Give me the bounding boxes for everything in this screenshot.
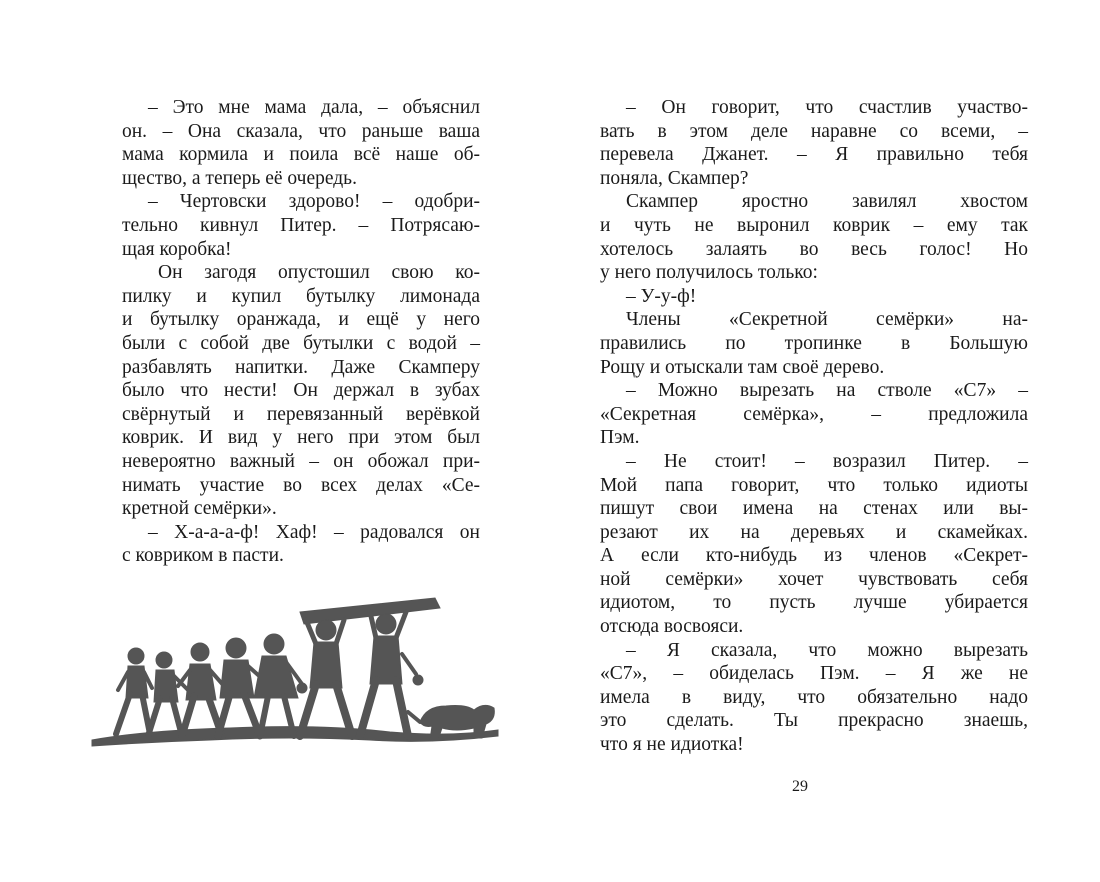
text-line: щество, а теперь её очередь. <box>122 167 357 189</box>
page-number: 29 <box>792 778 808 795</box>
text-line: невероятно важный – он обожал при- <box>122 450 480 472</box>
text-line: Члены «Секретной семёрки» на- <box>626 309 1028 331</box>
text-line: пишут свои имена на стенах или вы- <box>600 498 1028 520</box>
text-line: и чуть не выронил коврик – ему так <box>600 214 1028 236</box>
left-text-column <box>122 96 480 568</box>
text-line: было что нести! Он держал в зубах <box>122 380 480 402</box>
text-line: Он загодя опустошил свою ко- <box>158 262 480 284</box>
text-line: отсюда восвояси. <box>600 616 744 638</box>
text-line: пилку и купил бутылку лимонада <box>122 285 480 307</box>
text-line: это сделать. Ты прекрасно знаешь, <box>600 710 1028 732</box>
text-line: тельно кивнул Питер. – Потрясаю- <box>122 214 480 236</box>
text-line: Пэм. <box>600 427 640 449</box>
text-line: резают их на деревьях и скамейках. <box>600 521 1028 543</box>
text-line: и бутылку оранжада, и ещё у него <box>122 309 480 331</box>
text-line: он. – Она сказала, что раньше ваша <box>122 120 480 142</box>
text-line: Скампер яростно завилял хвостом <box>626 191 1028 213</box>
text-line: поняла, Скампер? <box>600 167 749 189</box>
text-line: – Это мне мама дала, – объяснил <box>148 97 480 118</box>
silhouette-illustration <box>90 594 500 769</box>
text-line: правились по тропинке в Большую <box>600 332 1028 354</box>
text-line: – У-у-ф! <box>626 285 697 307</box>
text-line: у него получилось только: <box>600 262 818 284</box>
text-line: – Он говорит, что счастлив участво- <box>626 97 1028 118</box>
text-line: – Не стоит! – возразил Питер. – <box>626 450 1028 472</box>
text-line: свёрнутый и перевязанный верёвкой <box>122 403 480 425</box>
text-line: хотелось залаять во весь голос! Но <box>600 238 1028 260</box>
text-line: идиотом, то пусть лучше убирается <box>600 592 1028 614</box>
text-line: А если кто-нибудь из членов «Секрет- <box>600 545 1028 567</box>
text-line: коврик. И вид у него при этом был <box>122 427 480 449</box>
text-line: – Х-а-а-а-ф! Хаф! – радовался он <box>148 521 480 543</box>
text-line: нимать участие во всех делах «Се- <box>122 474 480 496</box>
text-line: кретной семёрки». <box>122 498 277 520</box>
text-line: щая коробка! <box>122 238 232 260</box>
text-line: вать в этом деле наравне со всеми, – <box>600 120 1028 142</box>
text-line: – Можно вырезать на стволе «С7» – <box>626 380 1028 402</box>
text-line: – Я сказала, что можно вырезать <box>626 639 1028 661</box>
text-line: с ковриком в пасти. <box>122 545 284 567</box>
text-line: что я не идиотка! <box>600 734 744 756</box>
text-line: имела в виду, что обязательно надо <box>600 686 1028 708</box>
text-line: ной семёрки» хочет чувствовать себя <box>600 568 1028 590</box>
text-line: мама кормила и поила всё наше об- <box>122 144 480 166</box>
right-text-column <box>600 96 1028 757</box>
text-line: – Чертовски здорово! – одобри- <box>148 191 480 213</box>
text-line: «Секретная семёрка», – предложила <box>600 403 1028 425</box>
text-line: «С7», – обиделась Пэм. – Я же не <box>600 663 1028 685</box>
right-page <box>550 0 1100 882</box>
text-line: Рощу и отыскали там своё дерево. <box>600 356 885 378</box>
silhouette-shapes <box>92 598 498 746</box>
text-line: Мой папа говорит, что только идиоты <box>600 474 1028 496</box>
text-line: разбавлять напитки. Даже Скамперу <box>122 356 480 378</box>
text-line: перевела Джанет. – Я правильно тебя <box>600 144 1028 166</box>
text-line: были с собой две бутылки с водой – <box>122 332 480 354</box>
